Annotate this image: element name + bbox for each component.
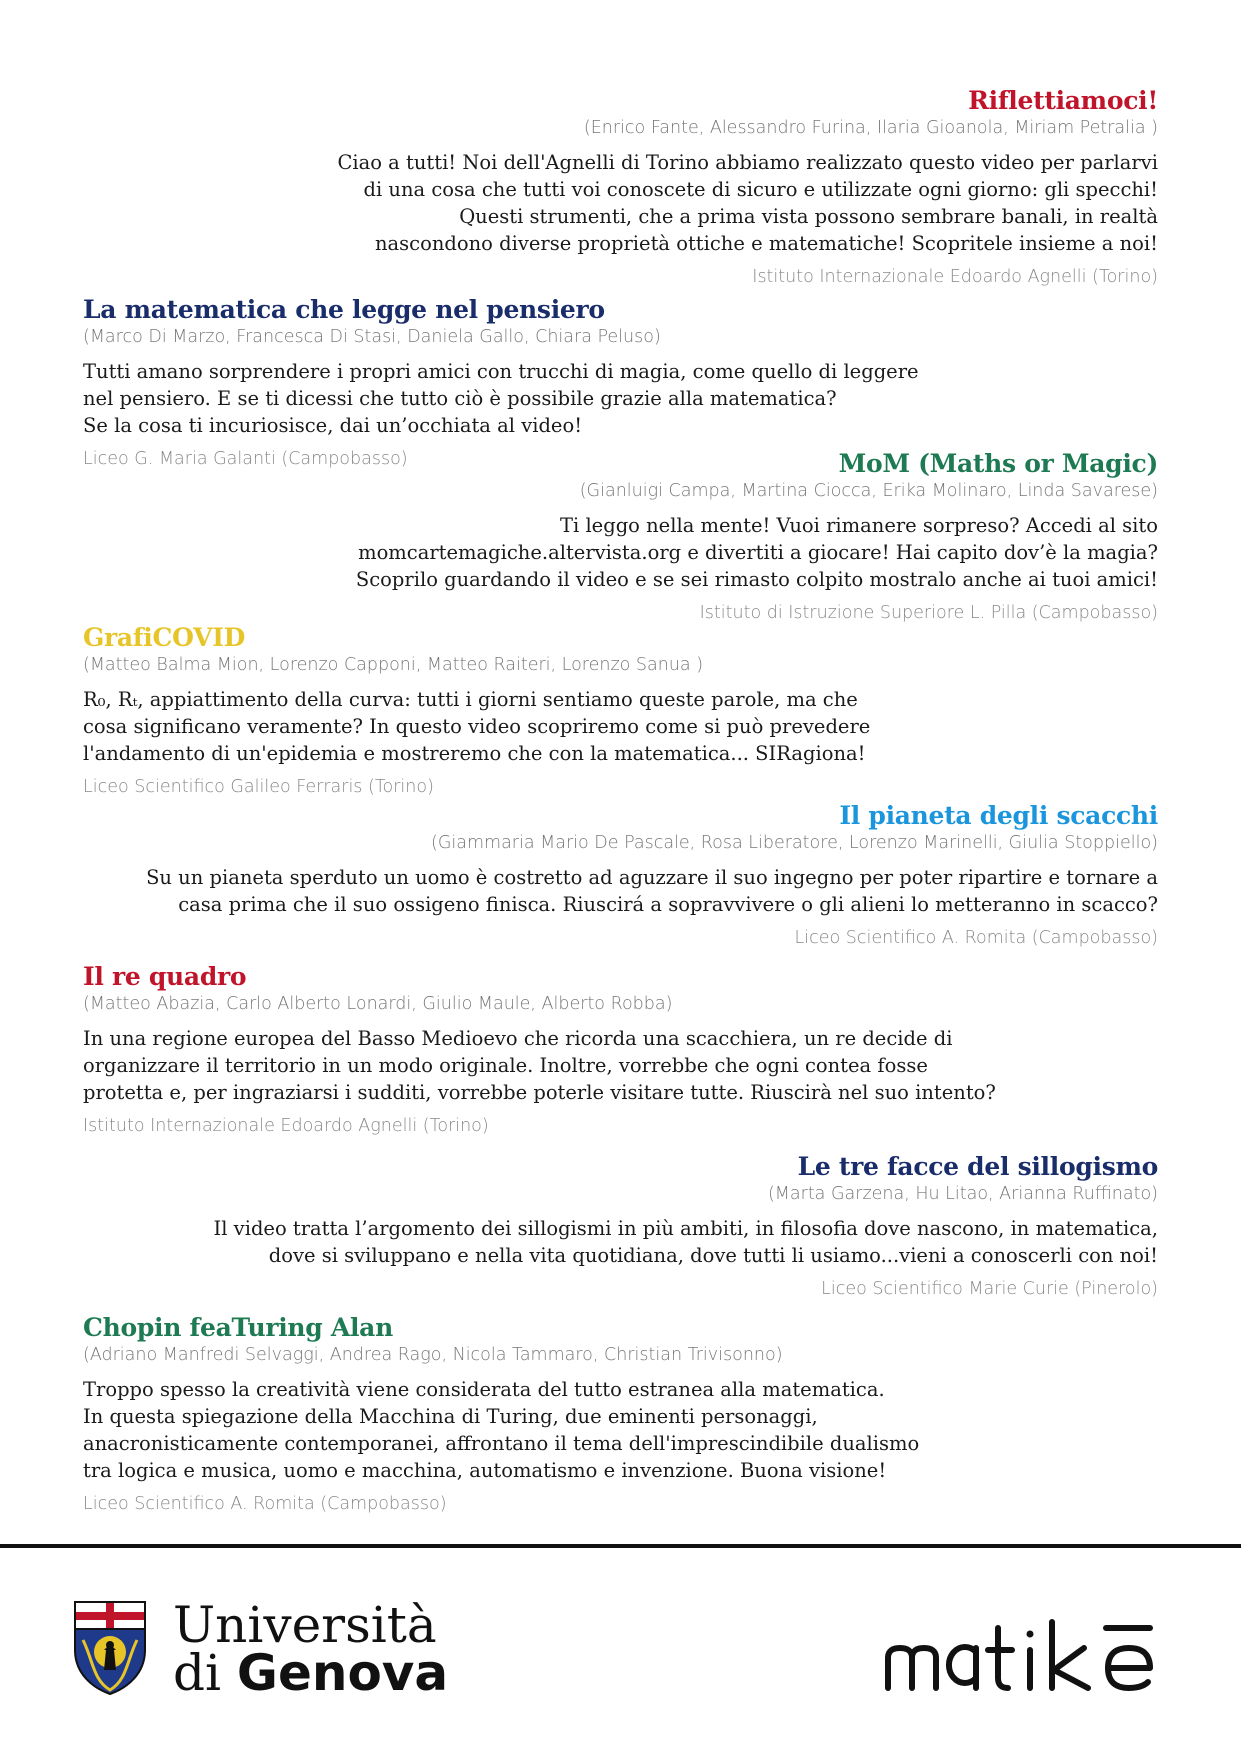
- entry-description-line: organizzare il territorio in un modo originale. Inoltre, vorrebbe che ogni contea fosse: [83, 1054, 928, 1077]
- entry-re-quadro: [83, 962, 1158, 1138]
- entry-school: Istituto Internazionale Edoardo Agnelli (Torino): [752, 267, 1158, 287]
- entry-title: Il pianeta degli scacchi: [839, 801, 1158, 830]
- entry-description-line: tra logica e musica, uomo e macchina, automatismo e invenzione. Buona visione!: [83, 1459, 887, 1482]
- entry-school: Liceo Scientifico A. Romita (Campobasso): [83, 1494, 447, 1514]
- entry-description-line: momcartemagiche.altervista.org e divertiti a giocare! Hai capito dov’è la magia?: [358, 541, 1158, 564]
- entry-graficovid: [83, 623, 1158, 799]
- entry-authors: (Adriano Manfredi Selvaggi, Andrea Rago, Nicola Tammaro, Christian Trivisonno): [83, 1345, 783, 1365]
- entry-description-line: anacronisticamente contemporanei, affrontano il tema dell'imprescindibile dualismo: [83, 1432, 920, 1455]
- entry-authors: (Enrico Fante, Alessandro Furina, Ilaria Gioanola, Miriam Petralia ): [583, 118, 1158, 138]
- university-logo: [73, 1596, 473, 1702]
- entry-chopin: [83, 1313, 1158, 1516]
- entry-school: Liceo G. Maria Galanti (Campobasso): [83, 449, 408, 469]
- matike-wordmark-icon: [880, 1592, 1170, 1702]
- entry-title: Il re quadro: [83, 962, 247, 991]
- entry-description-line: Ciao a tutti! Noi dell'Agnelli di Torino abbiamo realizzato questo video per parlarvi: [337, 151, 1158, 174]
- entry-authors: (Marta Garzena, Hu Litao, Arianna Ruffinato): [767, 1184, 1158, 1204]
- university-name-line2: [173, 1646, 448, 1700]
- entry-authors: (Matteo Balma Mion, Lorenzo Capponi, Matteo Raiteri, Lorenzo Sanua ): [83, 655, 704, 675]
- entry-description-line: Tutti amano sorprendere i propri amici con trucchi di magia, come quello di leggere: [83, 360, 919, 383]
- entry-description-line: In una regione europea del Basso Medioevo che ricorda una scacchiera, un re decide di: [83, 1027, 953, 1050]
- entry-description-line: Scoprilo guardando il video e se sei rimasto colpito mostralo anche ai tuoi amici!: [355, 568, 1158, 591]
- entry-title: Le tre facce del sillogismo: [797, 1152, 1158, 1181]
- entry-school: Istituto di Istruzione Superiore L. Pilla (Campobasso): [699, 603, 1158, 623]
- entry-authors: (Marco Di Marzo, Francesca Di Stasi, Daniela Gallo, Chiara Peluso): [83, 327, 661, 347]
- entry-title: Chopin feaTuring Alan: [83, 1313, 393, 1342]
- entry-description-line: Se la cosa ti incuriosisce, dai un’occhiata al video!: [83, 414, 583, 437]
- university-name-bold: Genova: [236, 1644, 449, 1702]
- entry-authors: (Giammaria Mario De Pascale, Rosa Liberatore, Lorenzo Marinelli, Giulia Stoppiello): [431, 833, 1158, 853]
- entry-riflettiamoci: [83, 86, 1158, 289]
- entry-school: Liceo Scientifico Marie Curie (Pinerolo): [821, 1279, 1158, 1299]
- entry-school: Liceo Scientifico Galileo Ferraris (Torino): [83, 777, 434, 797]
- entry-mom: [83, 449, 1158, 625]
- entry-description-line: Su un pianeta sperduto un uomo è costretto ad aguzzare il suo ingegno per poter ripartire e tornare a: [146, 866, 1158, 889]
- entry-matematica-pensiero: [83, 295, 1158, 471]
- entry-title: La matematica che legge nel pensiero: [83, 295, 605, 324]
- entry-description-line: protetta e, per ingraziarsi i sudditi, vorrebbe poterle visitare tutte. Riuscirà nel suo intento?: [83, 1081, 996, 1104]
- entry-title: Riflettiamoci!: [968, 86, 1158, 115]
- footer-divider: [0, 1544, 1241, 1548]
- entry-description-line: Troppo spesso la creatività viene considerata del tutto estranea alla matematica.: [83, 1378, 885, 1401]
- matike-logo: [880, 1592, 1170, 1702]
- entry-description-line: dove si sviluppano e nella vita quotidiana, dove tutti li usiamo...vieni a conoscerli con noi!: [268, 1244, 1158, 1267]
- university-crest-icon: [73, 1600, 147, 1696]
- entry-description-line: cosa significano veramente? In questo video scopriremo come si può prevedere: [83, 715, 871, 738]
- entry-description-line: nel pensiero. E se ti dicessi che tutto ciò è possibile grazie alla matematica?: [83, 387, 837, 410]
- entry-title: GrafiCOVID: [83, 623, 245, 652]
- entry-authors: (Matteo Abazia, Carlo Alberto Lonardi, Giulio Maule, Alberto Robba): [83, 994, 673, 1014]
- entry-school: Istituto Internazionale Edoardo Agnelli (Torino): [83, 1116, 489, 1136]
- entry-authors: (Gianluigi Campa, Martina Ciocca, Erika Molinaro, Linda Savarese): [579, 481, 1158, 501]
- entry-school: Liceo Scientifico A. Romita (Campobasso): [794, 928, 1158, 948]
- entry-description-line: Ti leggo nella mente! Vuoi rimanere sorpreso? Accedi al sito: [560, 514, 1158, 537]
- entry-pianeta-scacchi: [83, 801, 1158, 950]
- university-name-line1: Università: [173, 1596, 437, 1654]
- entry-description-line: casa prima che il suo ossigeno finisca. Riuscirá a sopravvivere o gli alieni lo metteranno in scacco?: [178, 893, 1158, 916]
- entry-description-line: l'andamento di un'epidemia e mostreremo che con la matematica... SIRagiona!: [83, 742, 866, 765]
- entry-description-line: nascondono diverse proprietà ottiche e matematiche! Scopritele insieme a noi!: [374, 232, 1158, 255]
- entry-title: MoM (Maths or Magic): [838, 449, 1158, 478]
- university-name-prefix: di: [173, 1644, 221, 1702]
- entry-description-line: Questi strumenti, che a prima vista possono sembrare banali, in realtà: [459, 205, 1158, 228]
- entry-description-line: Il video tratta l’argomento dei sillogismi in più ambiti, in filosofia dove nascono, in matematica,: [213, 1217, 1158, 1240]
- entry-description-line: In questa spiegazione della Macchina di Turing, due eminenti personaggi,: [83, 1405, 818, 1428]
- entry-sillogismo: [83, 1152, 1158, 1301]
- entry-description-line: di una cosa che tutti voi conoscete di sicuro e utilizzate ogni giorno: gli specchi!: [363, 178, 1158, 201]
- entry-description-line: R₀, Rₜ, appiattimento della curva: tutti i giorni sentiamo queste parole, ma che: [83, 688, 858, 711]
